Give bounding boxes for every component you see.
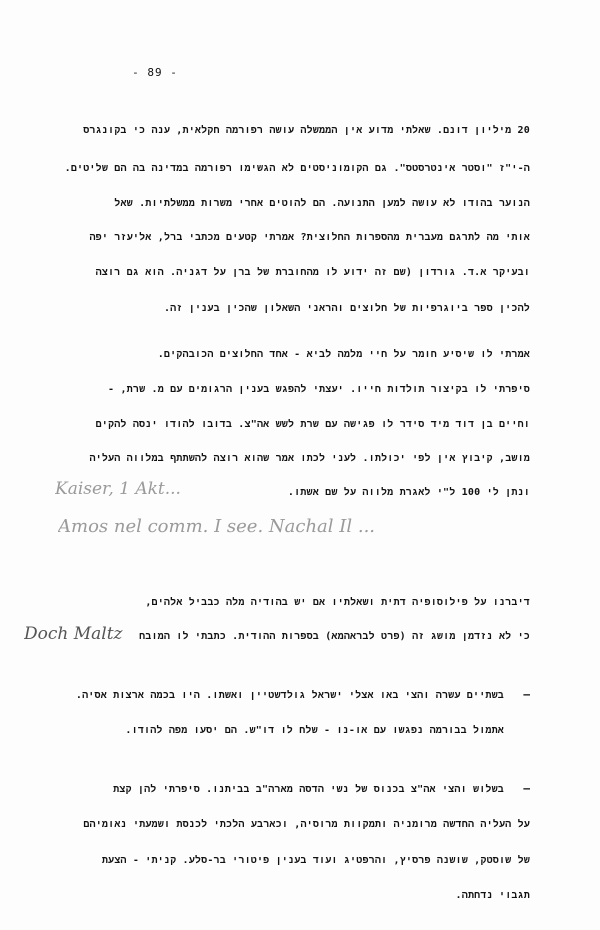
paragraph-1-line-1: 20 מיליון דונם. שאלתי מדוע אין הממשלה עושה רפורמה חקלאית, ענה כי בקונגרס: [83, 125, 530, 136]
paragraph-3-line-2: כי לא נזדמן מושג זה (פרט לבראהמא) בספרות ההודית. כתבתי לו המובח: [139, 631, 530, 642]
handwritten-margin-note: Doch Maltz: [24, 624, 123, 644]
paragraph-4-line-1: בשתיים עשרה והצי באו אצלי ישראל גולדשטיין ואשתו. היו בכמה ארצות אסיה.: [75, 690, 504, 701]
paragraph-5-line-2: על העליה החדשה מרומניה ותמקוות מרוסיה, וכארבע הלכתי לכנסת ושמעתי נאומיהם: [83, 819, 530, 830]
paragraph-2-line-3: וחיים בן דוד מיד סידר לו פגישה עם שרת לשש אה"צ. בדובו להודו ינסה להקים: [95, 419, 530, 430]
paragraph-5-line-4: תגבוי נדחתה.: [455, 890, 530, 901]
bullet-dash-1: –: [523, 688, 530, 701]
paragraph-1-line-6: להכין ספר ביוגרפיות של חלוצים והראני השאלון שהכין בענין זה.: [163, 303, 530, 314]
paragraph-3-line-1: דיברנו על פילוסופיה דתית ושאלתיו אם יש בהודיה מלה כבביל אלהים,: [145, 597, 530, 608]
paragraph-1-line-4: אותי מה לתרגם מעברית מהספרות החלוצית? אמרתי קטעים מכתבי ברל, אליעזר יפה: [89, 232, 530, 243]
paragraph-5-line-1: בשלוש והצי אה"צ בכנוס של נשי הדסה מארה"ב בביתנו. סיפרתי להן קצת: [113, 784, 504, 795]
paragraph-2-line-4: מושב, קיבוץ אין לפי יכולתו. לעני לכתו אמר שהוא רוצה להשתתף במלווה העליה: [89, 453, 530, 464]
handwritten-note-line-2: Amos nel comm. I see. Nachal Il ...: [58, 516, 376, 537]
handwritten-note-line-1: Kaiser, 1 Akt...: [55, 479, 181, 499]
paragraph-2-line-1: אמרתי לו שיסיע חומר על חיי מלמה לביא - אחד החלוצים הכובהקים.: [157, 349, 530, 360]
paragraph-2-line-2: סיפרתי לו בקיצור תולדות חייו. יעצתי להפגש בענין הרגומים עם מ. שרת, -: [108, 384, 530, 395]
paragraph-1-line-2: ה-י"ז "וסטר אינטרסטס". גם הקומוניסטים לא הגשימו רפורמה במדינה בה הם שליטים.: [64, 163, 530, 174]
bullet-dash-2: –: [523, 782, 530, 795]
paragraph-1-line-5: ובעיקר א.ד. גורדון (שם זה ידוע לו מהחוברת של ברן על דגניה. הוא גם רוצה: [95, 267, 530, 278]
paragraph-1-line-3: הנוער בהודו לא עושה למען התנועה. הם להוטים אחרי משרות ממשלתיות. שאל: [114, 198, 530, 209]
paragraph-5-line-3: של שוסטק, שושנה פרסיץ, והרפטיג ועוד בענין פיטורי בר-סלע. קניתי - הצעת: [101, 855, 530, 866]
paragraph-4-line-2: אתמול בבורמה נפגשו עם או-נו - שלח לו דו"ש. הם יסעו מפה להודו.: [125, 725, 504, 736]
page-number: - 89 -: [132, 66, 178, 79]
paragraph-2-line-5: ונתן לי 100 ל"י לאגרת מלווה על שם אשתו.: [287, 487, 530, 498]
